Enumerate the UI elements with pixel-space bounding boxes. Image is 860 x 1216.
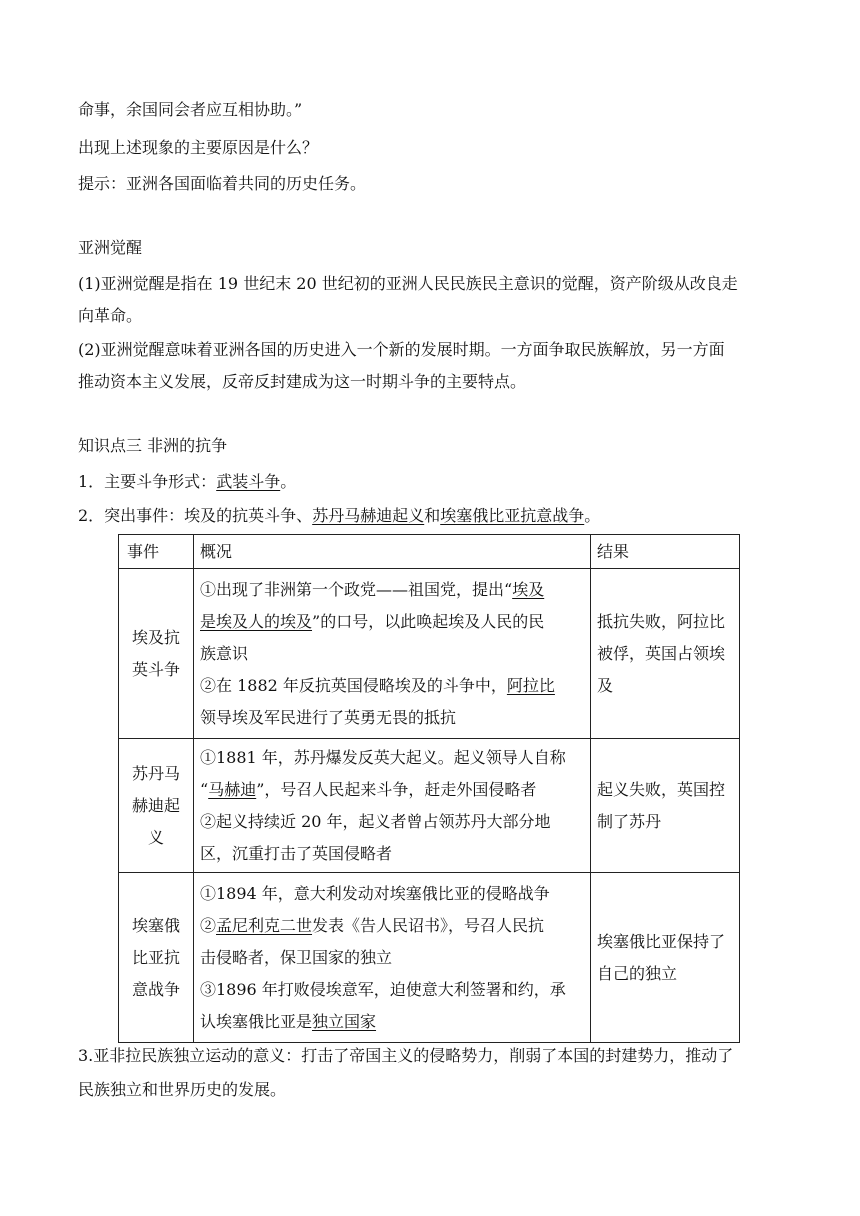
header-overview: 概况 <box>194 535 591 569</box>
header-result: 结果 <box>591 535 740 569</box>
overview-line: ①1881 年，苏丹爆发反英大起义。起义领导人自称 <box>200 747 566 767</box>
awakening-para1-line1: (1)亚洲觉醒是指在 19 世纪末 20 世纪初的亚洲人民民族民主意识的觉醒，资产阶级从改良走 <box>78 274 738 293</box>
item2-mid: 和 <box>424 506 441 525</box>
event-cell: 埃及抗英斗争 <box>119 569 194 739</box>
overview-line <box>200 910 584 942</box>
item1-answer: 武装斗争 <box>216 472 281 491</box>
overview-text: ”，号召人民起来斗争，赶走外国侵略者 <box>256 779 537 799</box>
overview-line: 击侵略者，保卫国家的独立 <box>200 947 393 967</box>
significance-line1: 3.亚非拉民族独立运动的意义：打击了帝国主义的侵略势力，削弱了本国的封建势力，推动了 <box>78 1046 734 1065</box>
overview-answer: 独立国家 <box>312 1011 377 1031</box>
result-cell: 埃塞俄比亚保持了自己的独立 <box>591 873 740 1043</box>
overview-answer: 埃及 <box>512 579 545 599</box>
overview-line: 族意识 <box>200 643 249 663</box>
table-row <box>119 873 740 1043</box>
section-title-africa: 知识点三 非洲的抗争 <box>78 436 228 455</box>
result-cell: 抵抗失败，阿拉比被俘，英国占领埃及 <box>591 569 740 739</box>
events-table <box>118 534 740 1043</box>
event-cell: 苏丹马赫迪起义 <box>119 739 194 873</box>
awakening-para2-line1: (2)亚洲觉醒意味着亚洲各国的历史进入一个新的发展时期。一方面争取民族解放，另一方面 <box>78 340 725 359</box>
event-cell: 埃塞俄比亚抗意战争 <box>119 873 194 1043</box>
overview-text: ② <box>200 915 217 935</box>
result-cell: 起义失败，英国控制了苏丹 <box>591 739 740 873</box>
overview-cell <box>194 739 591 873</box>
overview-answer: 阿拉比 <box>506 675 555 695</box>
overview-answer: 孟尼利克二世 <box>216 915 313 935</box>
overview-line <box>200 670 584 702</box>
overview-text: ”的口号，以此唤起埃及人民的民 <box>312 611 545 631</box>
awakening-para1-line2: 向革命。 <box>78 306 143 325</box>
overview-line: 领导埃及军民进行了英勇无畏的抵抗 <box>200 707 457 727</box>
overview-line: 区，沉重打击了英国侵略者 <box>200 843 393 863</box>
overview-line <box>200 606 584 638</box>
overview-text: 认埃塞俄比亚是 <box>200 1011 313 1031</box>
overview-line <box>200 774 584 806</box>
item2-suffix: 。 <box>584 506 601 525</box>
overview-line: ②起义持续近 20 年，起义者曾占领苏丹大部分地 <box>200 811 551 831</box>
item1-suffix: 。 <box>280 472 297 491</box>
significance-line2: 民族独立和世界历史的发展。 <box>78 1080 287 1099</box>
item1-struggle-form <box>78 472 296 492</box>
item2-answer-ethiopia: 埃塞俄比亚抗意战争 <box>440 506 585 525</box>
overview-line <box>200 1006 584 1038</box>
overview-text: 发表《告人民诏书》，号召人民抗 <box>312 915 545 935</box>
awakening-para2-line2: 推动资本主义发展，反帝反封建成为这一时期斗争的主要特点。 <box>78 372 527 391</box>
overview-line <box>200 574 584 606</box>
table-row <box>119 739 740 873</box>
item2-prefix: 2．突出事件：埃及的抗英斗争、 <box>78 506 313 525</box>
overview-text: ②在 1882 年反抗英国侵略埃及的斗争中， <box>200 675 507 695</box>
question-text: 出现上述现象的主要原因是什么？ <box>78 138 319 157</box>
section-title-asia-awakening: 亚洲觉醒 <box>78 238 143 257</box>
overview-text: “ <box>200 779 209 799</box>
item2-answer-mahdi: 苏丹马赫迪起义 <box>312 506 425 525</box>
overview-line: ①1894 年，意大利发动对埃塞俄比亚的侵略战争 <box>200 883 550 903</box>
overview-line: ③1896 年打败侵埃意军，迫使意大利签署和约，承 <box>200 979 566 999</box>
overview-answer: 马赫迪 <box>208 779 257 799</box>
overview-text: ①出现了非洲第一个政党——祖国党，提出“ <box>200 579 513 599</box>
table-row <box>119 569 740 739</box>
overview-cell <box>194 873 591 1043</box>
hint-text: 提示：亚洲各国面临着共同的历史任务。 <box>78 174 367 193</box>
table-header-row <box>119 535 740 569</box>
header-event: 事件 <box>119 535 194 569</box>
overview-cell <box>194 569 591 739</box>
item2-events <box>78 506 600 526</box>
item1-prefix: 1．主要斗争形式： <box>78 472 217 491</box>
intro-quote-end: 命事，余国同会者应互相协助。” <box>78 100 303 119</box>
overview-answer: 是埃及人的埃及 <box>200 611 313 631</box>
